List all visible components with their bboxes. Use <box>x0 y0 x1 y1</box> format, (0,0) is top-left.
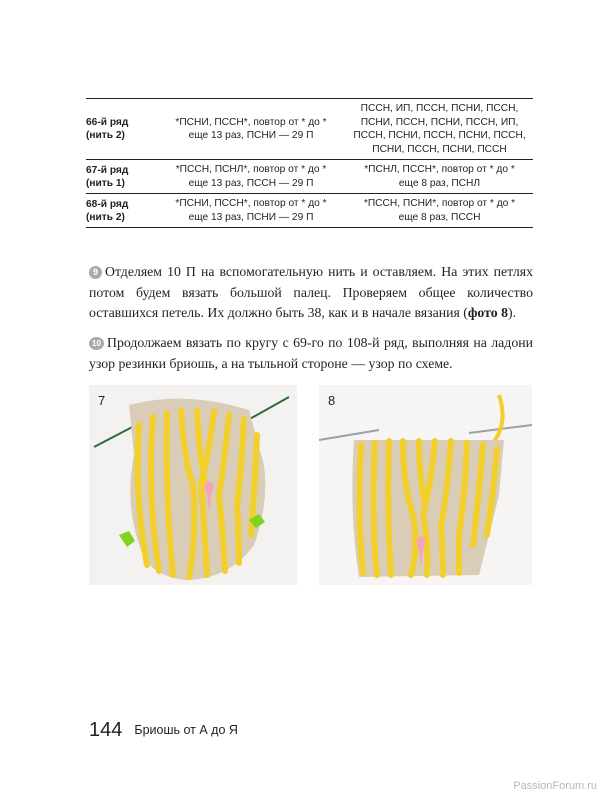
table-row <box>86 99 533 160</box>
table-row <box>86 160 533 194</box>
row-instructions-col1: *ПСНИ, ПССН*, повтор от * до * еще 13 раз, ПСНИ — 29 П <box>175 198 327 223</box>
photo-8 <box>319 385 532 585</box>
row-instructions-col1: *ПССН, ПСНЛ*, повтор от * до * еще 13 раз, ПССН — 29 П <box>175 164 327 189</box>
step-9-tail: ). <box>508 305 517 320</box>
knitted-mitten-photo <box>319 385 532 585</box>
step-number-badge: 10 <box>89 337 104 350</box>
row-label: 68-й ряд (нить 2) <box>86 198 129 223</box>
page-footer <box>89 719 238 742</box>
row-instructions-col2: *ПССН, ПСНИ*, повтор от * до * еще 8 раз, ПССН <box>363 198 516 223</box>
photo-reference: фото 8 <box>467 305 508 320</box>
row-label: 66-й ряд (нить 2) <box>86 117 129 141</box>
knitting-rows-table <box>86 98 533 228</box>
photo-7 <box>89 385 297 585</box>
row-instructions-col2: ПССН, ИП, ПССН, ПСНИ, ПССН, ПСНИ, ПССН, ПСНИ, ПССН, ИП, ПССН, ПСНИ, ПССН, ПСНИ, ПССН, ПСНИ, ПССН, ПСНИ, ПССН <box>353 103 526 155</box>
step-number-badge: 9 <box>89 266 102 279</box>
step-9-paragraph <box>89 262 533 324</box>
page-number: 144 <box>89 719 123 741</box>
step-10-paragraph <box>89 333 533 374</box>
book-title: Бриошь от А до Я <box>134 723 238 737</box>
row-instructions-col1: *ПСНИ, ПССН*, повтор от * до * еще 13 раз, ПСНИ — 29 П <box>175 116 327 141</box>
row-label: 67-й ряд (нить 1) <box>86 164 129 189</box>
step-10-text: Продолжаем вязать по кругу с 69-го по 108-й ряд, выполняя на ладони узор резинки бриошь, а на тыльной стороне — узор по схеме. <box>89 335 533 371</box>
watermark: PassionForum.ru <box>513 780 597 792</box>
photo-8-label: 8 <box>328 393 336 408</box>
knitted-mitten-photo <box>89 385 297 585</box>
table-row <box>86 194 533 228</box>
photo-7-label: 7 <box>98 393 106 408</box>
row-instructions-col2: *ПСНЛ, ПССН*, повтор от * до * еще 8 раз, ПСНЛ <box>364 164 515 189</box>
step-9-text: Отделяем 10 П на вспомогательную нить и оставляем. На этих петлях потом будем вязать большой палец. Проверяем общее количество оставшихся петель. Их должно быть 38, как и в начале вязания ( <box>89 264 533 320</box>
